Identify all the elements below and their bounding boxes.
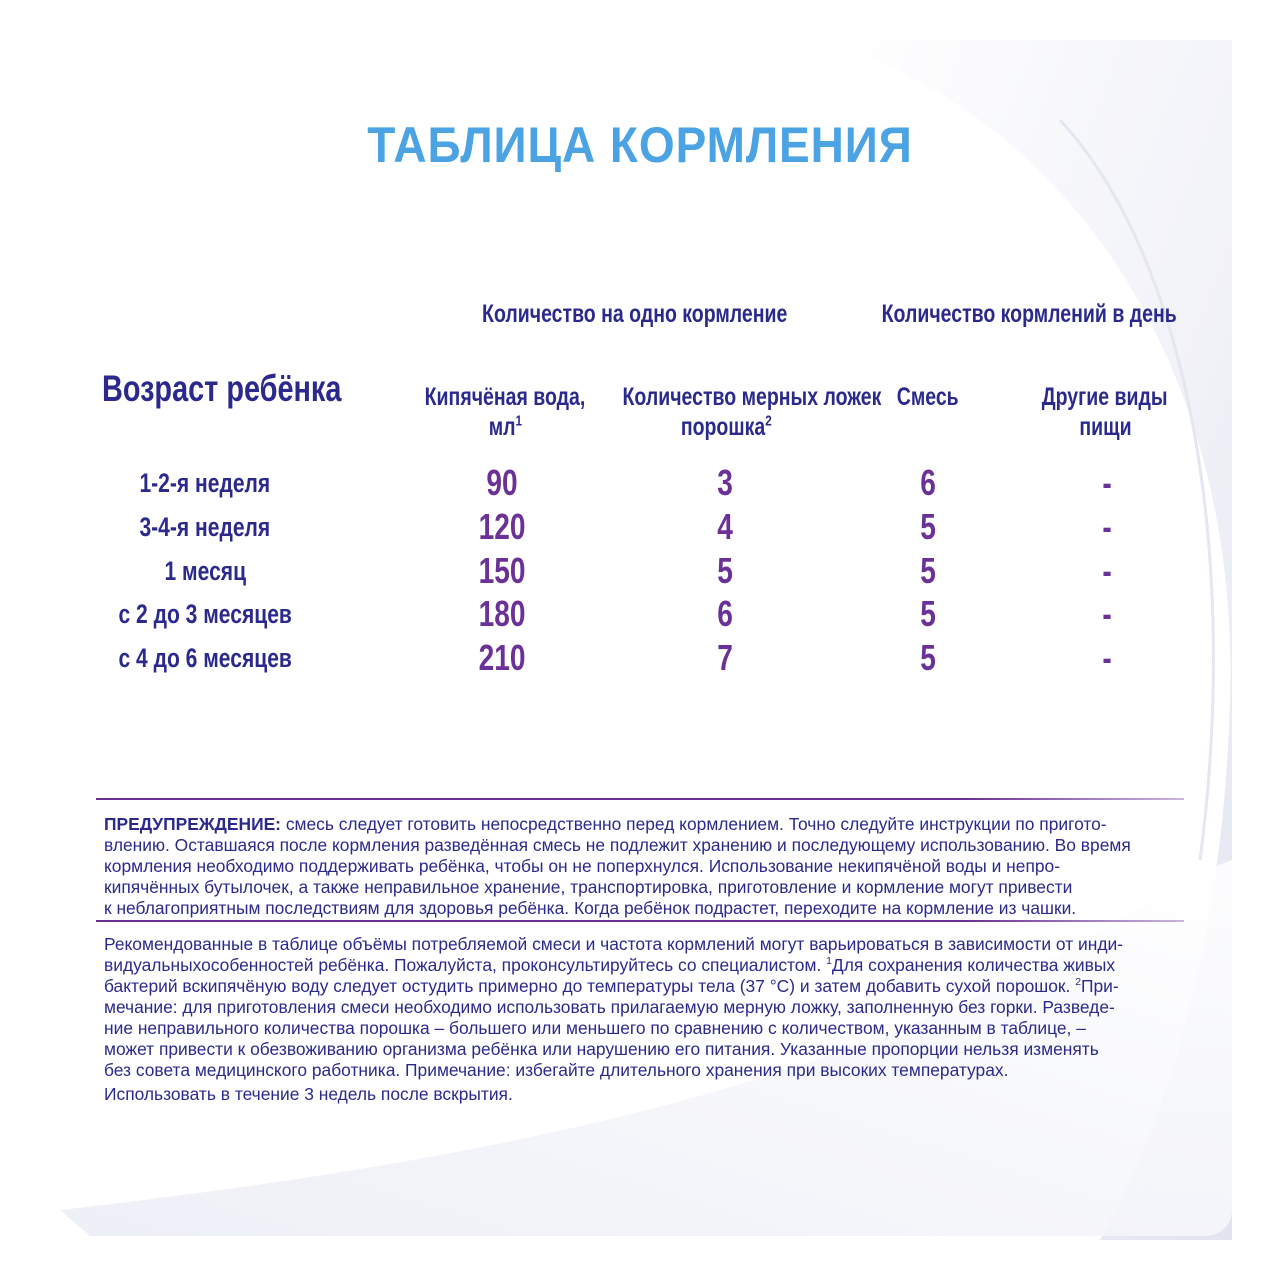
- note-line: Рекомендованные в таблице объёмы потребляемой смеси и частота кормлений могут варьироваться в зависимости от инди-: [104, 934, 1123, 954]
- note-line: бактерий вскипячёную воду следует остудить примерно до температуры тела (37 °С) и затем добавить сухой порошок. $^2$При-: [104, 976, 1119, 996]
- group-header-per-feeding-label: Количество на одно кормление: [482, 300, 788, 328]
- column-header-scoops-line1: Количество мерных ложек: [622, 383, 882, 411]
- column-header-water-line1: Кипячёная вода,: [424, 383, 586, 411]
- other-food-cell: -: [1102, 637, 1112, 678]
- table-row: [0, 636, 1280, 680]
- divider-middle: [96, 920, 1184, 922]
- scoops-cell: 6: [717, 593, 733, 634]
- note-line: без совета медицинского работника. Примечание: избегайте длительного хранения при высоких температурах.: [104, 1060, 1009, 1080]
- column-header-other-food: [1020, 382, 1190, 442]
- water-cell: 210: [479, 637, 526, 678]
- formula-cell: 5: [920, 593, 936, 634]
- column-header-age: [102, 368, 409, 410]
- column-header-water: [400, 382, 610, 442]
- age-cell: 1 месяц: [164, 556, 246, 586]
- group-header-per-day-label: Количество кормлений в день: [881, 300, 1177, 328]
- water-cell: 150: [479, 550, 526, 591]
- column-header-formula: [868, 382, 988, 412]
- age-cell: с 4 до 6 месяцев: [118, 643, 292, 673]
- other-food-cell: -: [1102, 462, 1112, 503]
- formula-cell: 6: [920, 462, 936, 503]
- other-food-cell: -: [1102, 593, 1112, 634]
- age-cell: с 2 до 3 месяцев: [118, 599, 292, 629]
- scoops-cell: 5: [717, 550, 733, 591]
- formula-cell: 5: [920, 550, 936, 591]
- column-header-formula-label: Смесь: [897, 383, 959, 411]
- group-header-per-day: [840, 300, 1210, 329]
- warning-line: смесь следует готовить непосредственно перед кормлением. Точно следуйте инструкции по пригото-: [280, 814, 1107, 834]
- note-line: может привести к обезвоживанию организма ребёнка или нарушению его питания. Указанные пропорции нельзя изменять: [104, 1039, 1099, 1059]
- warning-line: кипячённых бутылочек, а также неправильное хранение, транспортировка, приготовление и кормление могут привести: [104, 877, 1073, 897]
- divider-top: [96, 798, 1184, 800]
- water-cell: 120: [479, 506, 526, 547]
- age-cell: 1-2-я неделя: [139, 468, 271, 498]
- warning-line: влению. Оставшаяся после кормления разведённая смесь не подлежит хранению и последующему использованию. Во время: [104, 835, 1131, 855]
- group-header-per-feeding: [420, 300, 850, 329]
- column-header-water-line2: $мл^1$: [488, 412, 522, 441]
- scoops-cell: 3: [717, 462, 733, 503]
- table-row: [0, 549, 1280, 593]
- formula-cell: 5: [920, 637, 936, 678]
- warning-label: ПРЕДУПРЕЖДЕНИЕ:: [104, 814, 281, 834]
- table-row: [0, 461, 1280, 505]
- warning-block: [104, 814, 1180, 919]
- warning-line: к неблагоприятным последствиям для здоровья ребёнка. Когда ребёнок подрастет, переходите на кормление из чашки.: [104, 898, 1077, 918]
- table-row: [0, 592, 1280, 636]
- age-cell: 3-4-я неделя: [139, 512, 271, 542]
- water-cell: 90: [486, 462, 519, 503]
- column-header-age-label: Возраст ребёнка: [102, 368, 342, 409]
- column-header-other-line1: Другие виды: [1042, 383, 1168, 411]
- water-cell: 180: [479, 593, 526, 634]
- recommendation-note: [104, 934, 1180, 1081]
- note-line: видуальныхособенностей ребёнка. Пожалуйста, проконсультируйтесь со специалистом. $^1$Для сохранения количества живых: [104, 955, 1116, 975]
- column-header-scoops-line2: порошка$^2$: [680, 412, 772, 441]
- formula-cell: 5: [920, 506, 936, 547]
- usage-note: Использовать в течение 3 недель после вскрытия.: [104, 1084, 513, 1104]
- warning-line: кормления необходимо поддерживать ребёнка, чтобы он не поперхнулся. Использование некипячёной воды и непро-: [104, 856, 1060, 876]
- page-title: ТАБЛИЦА КОРМЛЕНИЯ: [367, 117, 913, 173]
- note-line: ние неправильного количества порошка – большего или меньшего по сравнению с количеством, указанным в таблице, –: [104, 1018, 1086, 1038]
- other-food-cell: -: [1102, 550, 1112, 591]
- table-row: [0, 505, 1280, 549]
- other-food-cell: -: [1102, 506, 1112, 547]
- note-line: мечание: для приготовления смеси необходимо использовать прилагаемую мерную ложку, заполненную без горки. Разведе-: [104, 997, 1115, 1017]
- scoops-cell: 7: [717, 637, 733, 678]
- scoops-cell: 4: [717, 506, 733, 547]
- column-header-other-line2: пищи: [1078, 413, 1132, 441]
- column-header-scoops: [586, 382, 882, 442]
